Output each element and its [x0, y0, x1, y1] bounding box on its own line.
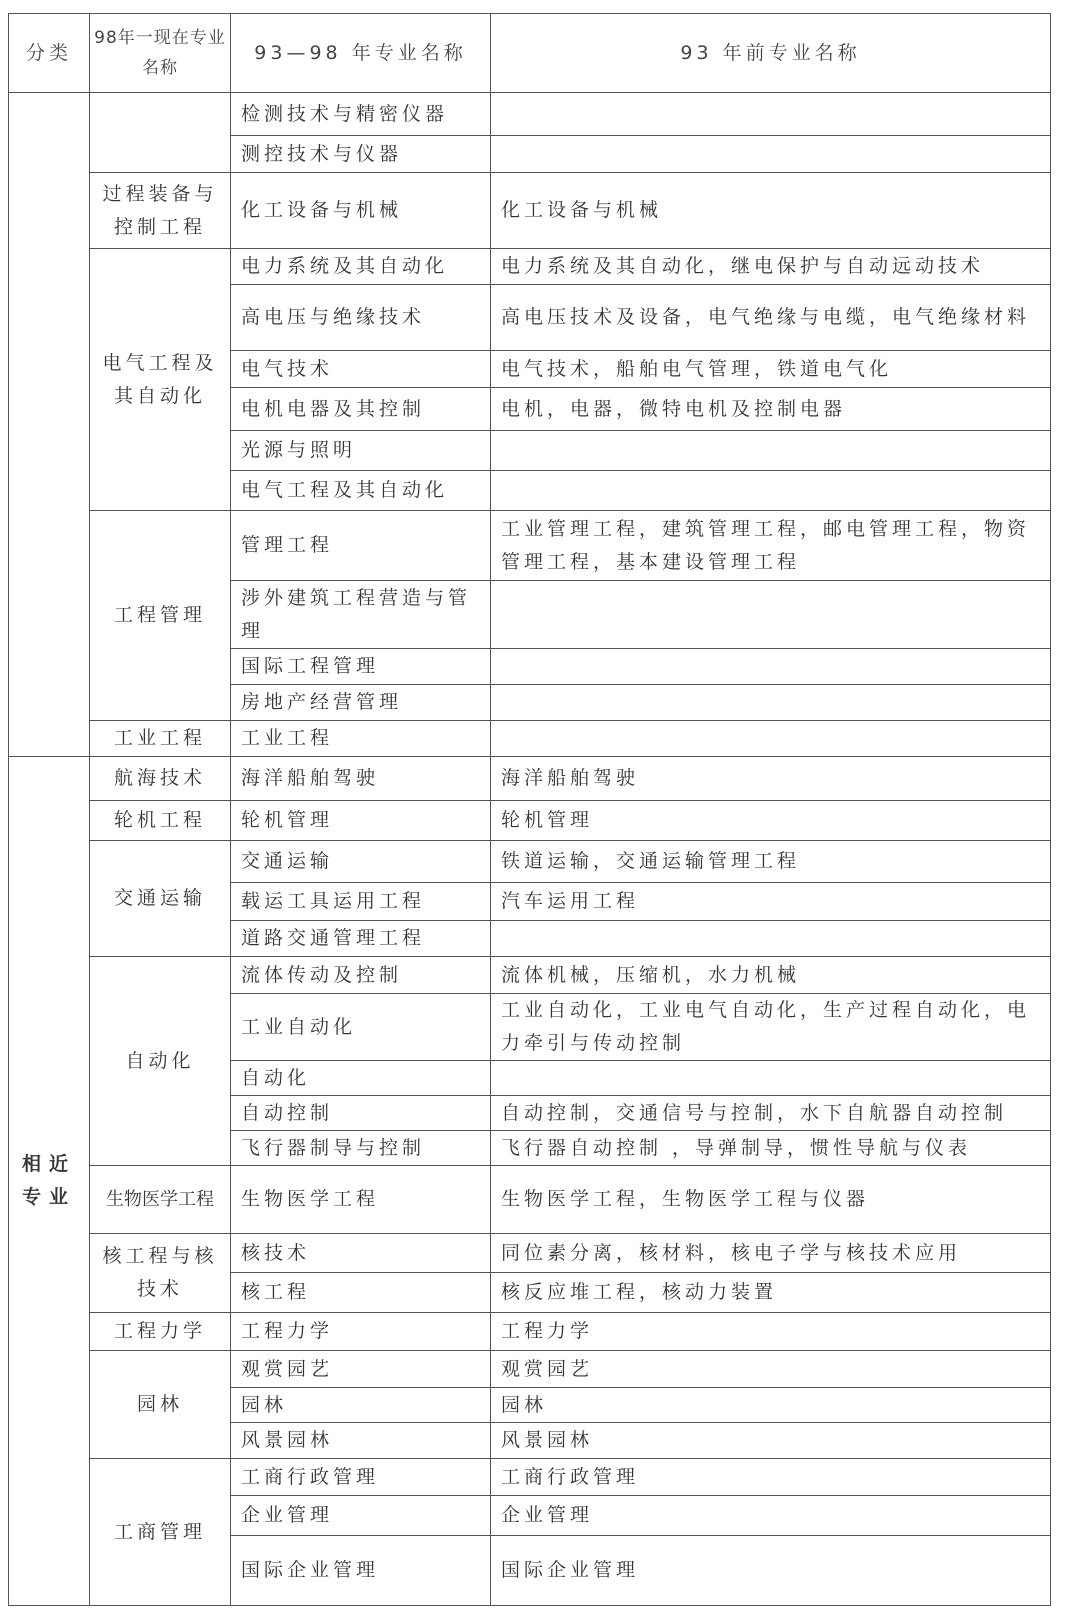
major-pre-93-cell: 自动控制，交通信号与控制，水下自航器自动控制 — [491, 1096, 1051, 1131]
current-major-cell: 航海技术 — [90, 757, 231, 801]
major-93-98-cell: 海洋船舶驾驶 — [231, 757, 491, 801]
current-major-cell: 自动化 — [90, 957, 231, 1166]
table-row — [9, 511, 1051, 581]
major-pre-93-cell: 企业管理 — [491, 1496, 1051, 1536]
table-row — [9, 1166, 1051, 1234]
major-93-98-cell: 生物医学工程 — [231, 1166, 491, 1234]
major-pre-93-cell: 电气技术，船舶电气管理，铁道电气化 — [491, 351, 1051, 388]
table-row — [9, 173, 1051, 249]
current-major-cell: 工程管理 — [90, 511, 231, 721]
category-cell — [9, 93, 90, 757]
major-pre-93-cell: 国际企业管理 — [491, 1536, 1051, 1606]
major-pre-93-cell: 流体机械，压缩机，水力机械 — [491, 957, 1051, 994]
table-row — [9, 1351, 1051, 1388]
major-93-98-cell: 电气工程及其自动化 — [231, 471, 491, 511]
major-93-98-cell: 工业工程 — [231, 721, 491, 757]
major-pre-93-cell — [491, 581, 1051, 649]
major-pre-93-cell: 汽车运用工程 — [491, 883, 1051, 921]
current-major-cell: 轮机工程 — [90, 801, 231, 841]
major-93-98-cell: 自动控制 — [231, 1096, 491, 1131]
major-93-98-cell: 电气技术 — [231, 351, 491, 388]
major-93-98-cell: 载运工具运用工程 — [231, 883, 491, 921]
major-pre-93-cell: 生物医学工程，生物医学工程与仪器 — [491, 1166, 1051, 1234]
major-93-98-cell: 电机电器及其控制 — [231, 388, 491, 431]
major-93-98-cell: 高电压与绝缘技术 — [231, 285, 491, 351]
category-cell: 相近专业 — [9, 757, 90, 1606]
major-93-98-cell: 道路交通管理工程 — [231, 921, 491, 957]
major-pre-93-cell: 观赏园艺 — [491, 1351, 1051, 1388]
major-pre-93-cell — [491, 721, 1051, 757]
current-major-cell: 工程力学 — [90, 1313, 231, 1351]
major-93-98-cell: 核工程 — [231, 1273, 491, 1313]
major-93-98-cell: 飞行器制导与控制 — [231, 1131, 491, 1166]
table-row — [9, 957, 1051, 994]
major-93-98-cell: 核技术 — [231, 1234, 491, 1273]
current-major-cell: 交通运输 — [90, 841, 231, 957]
major-pre-93-cell: 工业管理工程，建筑管理工程，邮电管理工程，物资管理工程，基本建设管理工程 — [491, 511, 1051, 581]
major-93-98-cell: 检测技术与精密仪器 — [231, 93, 491, 136]
current-major-cell: 核工程与核技术 — [90, 1234, 231, 1313]
major-pre-93-cell: 海洋船舶驾驶 — [491, 757, 1051, 801]
major-pre-93-cell: 轮机管理 — [491, 801, 1051, 841]
current-major-cell: 工业工程 — [90, 721, 231, 757]
major-pre-93-cell — [491, 93, 1051, 136]
major-93-98-cell: 光源与照明 — [231, 431, 491, 471]
major-93-98-cell: 国际工程管理 — [231, 649, 491, 685]
major-pre-93-cell: 高电压技术及设备，电气绝缘与电缆，电气绝缘材料 — [491, 285, 1051, 351]
header-93-98-major: 93—98 年专业名称 — [231, 14, 491, 93]
header-category: 分类 — [9, 14, 90, 93]
major-93-98-cell: 工程力学 — [231, 1313, 491, 1351]
major-93-98-cell: 流体传动及控制 — [231, 957, 491, 994]
header-pre-93-major: 93 年前专业名称 — [491, 14, 1051, 93]
current-major-cell: 过程装备与控制工程 — [90, 173, 231, 249]
major-pre-93-cell: 同位素分离，核材料，核电子学与核技术应用 — [491, 1234, 1051, 1273]
major-pre-93-cell: 电机，电器，微特电机及控制电器 — [491, 388, 1051, 431]
major-pre-93-cell: 工业自动化，工业电气自动化，生产过程自动化，电力牵引与传动控制 — [491, 994, 1051, 1061]
major-pre-93-cell — [491, 431, 1051, 471]
major-93-98-cell: 观赏园艺 — [231, 1351, 491, 1388]
major-93-98-cell: 企业管理 — [231, 1496, 491, 1536]
major-pre-93-cell: 化工设备与机械 — [491, 173, 1051, 249]
major-93-98-cell: 园林 — [231, 1388, 491, 1423]
table-row — [9, 721, 1051, 757]
major-93-98-cell: 自动化 — [231, 1061, 491, 1096]
major-93-98-cell: 管理工程 — [231, 511, 491, 581]
major-pre-93-cell — [491, 649, 1051, 685]
major-93-98-cell: 电力系统及其自动化 — [231, 249, 491, 285]
major-pre-93-cell: 工商行政管理 — [491, 1459, 1051, 1496]
major-93-98-cell: 化工设备与机械 — [231, 173, 491, 249]
current-major-cell: 工商管理 — [90, 1459, 231, 1606]
major-93-98-cell: 国际企业管理 — [231, 1536, 491, 1606]
major-93-98-cell: 工商行政管理 — [231, 1459, 491, 1496]
major-name-table — [8, 13, 1051, 1606]
table-row — [9, 249, 1051, 285]
current-major-cell: 生物医学工程 — [90, 1166, 231, 1234]
table-row — [9, 1459, 1051, 1496]
major-93-98-cell: 风景园林 — [231, 1423, 491, 1459]
current-major-cell: 电气工程及其自动化 — [90, 249, 231, 511]
table-row — [9, 1234, 1051, 1273]
major-pre-93-cell: 风景园林 — [491, 1423, 1051, 1459]
header-current-major: 98年一现在专业名称 — [90, 14, 231, 93]
major-pre-93-cell: 铁道运输，交通运输管理工程 — [491, 841, 1051, 883]
table-row — [9, 1313, 1051, 1351]
table-row — [9, 801, 1051, 841]
current-major-cell: 园林 — [90, 1351, 231, 1459]
major-93-98-cell: 房地产经营管理 — [231, 685, 491, 721]
major-pre-93-cell: 核反应堆工程，核动力装置 — [491, 1273, 1051, 1313]
major-93-98-cell: 轮机管理 — [231, 801, 491, 841]
major-pre-93-cell: 工程力学 — [491, 1313, 1051, 1351]
header-row — [9, 14, 1051, 93]
current-major-cell — [90, 93, 231, 173]
table-row — [9, 93, 1051, 136]
major-pre-93-cell: 园林 — [491, 1388, 1051, 1423]
major-pre-93-cell — [491, 685, 1051, 721]
major-93-98-cell: 涉外建筑工程营造与管理 — [231, 581, 491, 649]
major-pre-93-cell — [491, 471, 1051, 511]
table-row — [9, 841, 1051, 883]
major-pre-93-cell: 电力系统及其自动化，继电保护与自动远动技术 — [491, 249, 1051, 285]
major-pre-93-cell: 飞行器自动控制 ，导弹制导，惯性导航与仪表 — [491, 1131, 1051, 1166]
major-93-98-cell: 交通运输 — [231, 841, 491, 883]
table-row — [9, 757, 1051, 801]
major-93-98-cell: 工业自动化 — [231, 994, 491, 1061]
major-pre-93-cell — [491, 1061, 1051, 1096]
major-93-98-cell: 测控技术与仪器 — [231, 136, 491, 173]
major-pre-93-cell — [491, 921, 1051, 957]
major-pre-93-cell — [491, 136, 1051, 173]
